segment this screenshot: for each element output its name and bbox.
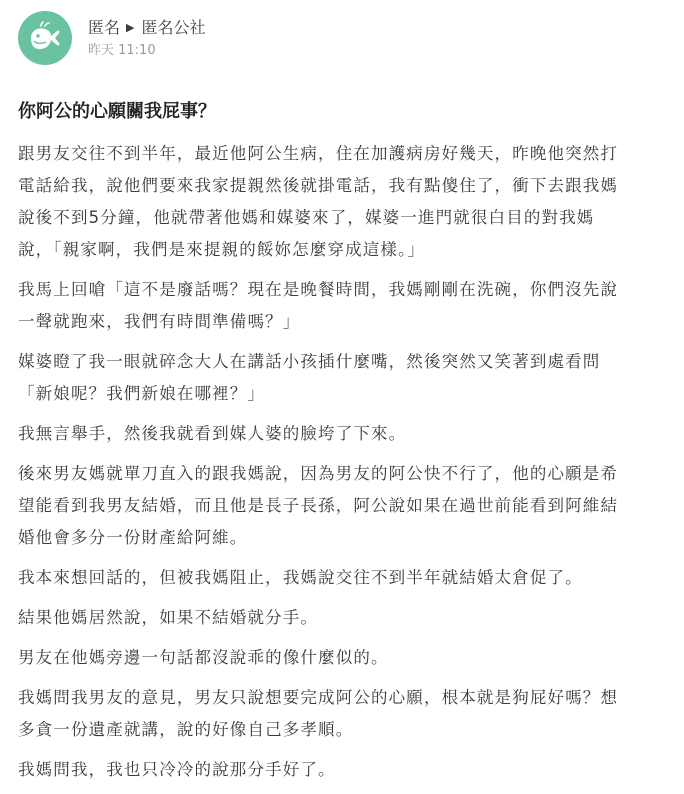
avatar[interactable] [18,11,72,65]
post-paragraph [18,642,670,674]
paragraph-line: 我媽問我男友的意見，男友只說想要完成阿公的心願，根本就是狗屁好嗎？想 [18,688,619,707]
paragraph-line: 說後不到5分鐘，他就帶著他媽和媒婆來了，媒婆一進門就很白目的對我媽 [18,208,595,227]
breadcrumb-arrow-icon: ▶ [126,21,135,34]
paragraph-line: 男友在他媽旁邊一句話都沒說乖的像什麼似的。 [18,648,389,667]
paragraph-line: 一聲就跑來，我們有時間準備嗎？」 [18,312,301,331]
author-name[interactable]: 匿名 [88,18,121,37]
paragraph-line: 結果他媽居然說，如果不結婚就分手。 [18,608,319,627]
paragraph-line: 媒婆瞪了我一眼就碎念大人在講話小孩插什麼嘴，然後突然又笑著到處看問 [18,352,601,371]
paragraph-line: 我馬上回嗆「這不是廢話嗎？現在是晚餐時間，我媽剛剛在洗碗，你們沒先說 [18,280,619,299]
post-paragraph [18,754,670,786]
post-paragraph [18,418,670,450]
paragraph-line: 電話給我，說他們要來我家提親然後就掛電話，我有點傻住了，衝下去跟我媽 [18,176,619,195]
post-paragraph [18,458,670,554]
post-paragraph [18,562,670,594]
paragraph-line: 後來男友媽就單刀直入的跟我媽說，因為男友的阿公快不行了，他的心願是希 [18,464,619,483]
paragraph-line: 跟男友交往不到半年，最近他阿公生病，住在加護病房好幾天，昨晚他突然打 [18,144,619,163]
post-time: 昨天 11:10 [88,43,156,58]
board-name[interactable]: 匿名公社 [141,18,206,37]
paragraph-line: 婚他會多分一份財產給阿維。 [18,528,248,547]
post-header [18,11,206,65]
paragraph-line: 望能看到我男友結婚，而且他是長子長孫，阿公說如果在過世前能看到阿維結 [18,496,619,515]
paragraph-line: 說，「親家啊，我們是來提親的餒妳怎麼穿成這樣。」 [18,240,426,259]
post-paragraph [18,682,670,746]
paragraph-line: 多貪一份遺產就講，說的好像自己多孝順。 [18,720,354,739]
paragraph-line: 我本來想回話的，但被我媽阻止，我媽說交往不到半年就結婚太倉促了。 [18,568,583,587]
post-meta [88,11,206,60]
paragraph-line: 「新娘呢？我們新娘在哪裡？」 [18,384,266,403]
author-line [88,18,206,38]
post-content [18,138,670,794]
post-paragraph [18,602,670,634]
post-title: 你阿公的心願關我屁事？ [18,101,216,122]
paragraph-line: 我媽問我，我也只冷冷的說那分手好了。 [18,760,336,779]
post-paragraph [18,274,670,338]
paragraph-line: 我無言舉手，然後我就看到媒人婆的臉垮了下來。 [18,424,407,443]
post-paragraph [18,346,670,410]
post-paragraph [18,138,670,266]
whale-icon [25,18,65,58]
